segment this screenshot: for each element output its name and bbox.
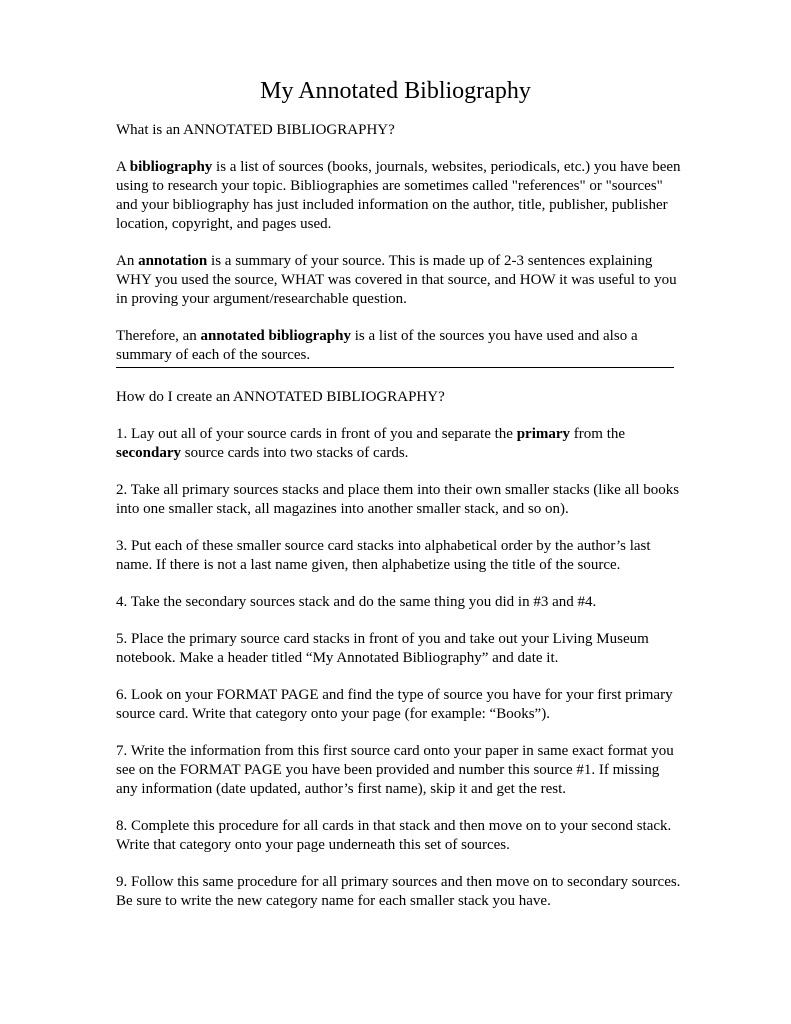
text-run: An [116,253,139,269]
step-1 [116,425,684,463]
step-3: 3. Put each of these smaller source card stacks into alphabetical order by the author’s last name. If there is not a last name given, then alphabetize using the title of the source. [116,538,651,573]
paragraph-annotation [116,252,684,309]
text-run: from the [570,426,626,442]
paragraph-bibliography [116,158,684,234]
text-run: A [116,159,130,175]
step-8: 8. Complete this procedure for all cards in that stack and then move on to your second stack. Write that category onto your page underneath this set of sources. [116,818,672,853]
step-6: 6. Look on your FORMAT PAGE and find the type of source you have for your first primary source card. Write that category onto your page (for example: “Books”). [116,687,673,722]
step-7: 7. Write the information from this first source card onto your paper in same exact format you see on the FORMAT PAGE you have been provided and number this source #1. If missing any information (date updated, author’s first name), skip it and get the rest. [116,743,674,797]
text-run: is a summary of your source. This is made up of 2-3 sentences explaining WHY you used the source, WHAT was covered in that source, and HOW it was useful to you in proving your argument/researchable question. [116,253,677,307]
text-run: 1. Lay out all of your source cards in front of you and separate the [116,426,517,442]
section-heading-what: What is an ANNOTATED BIBLIOGRAPHY? [116,122,395,138]
page-title: My Annotated Bibliography [260,78,531,104]
text-run: is a list of the sources you have used and also a summary of each of the sources. [116,328,638,363]
step-4: 4. Take the secondary sources stack and do the same thing you did in #3 and #4. [116,594,597,610]
document-body [116,121,684,929]
paragraph-therefore [116,327,684,365]
text-run: Therefore, an [116,328,201,344]
step-9: 9. Follow this same procedure for all primary sources and then move on to secondary sources. Be sure to write the new category name for each smaller stack you have. [116,874,681,909]
text-run: source cards into two stacks of cards. [181,445,409,461]
section-heading-how: How do I create an ANNOTATED BIBLIOGRAPHY? [116,389,445,405]
step-5: 5. Place the primary source card stacks in front of you and take out your Living Museum notebook. Make a header titled “My Annotated Bibliography” and date it. [116,631,649,666]
step-2: 2. Take all primary sources stacks and place them into their own smaller stacks (like all books into one smaller stack, all magazines into another smaller stack, and so on). [116,482,680,517]
divider-line [116,367,674,368]
term-annotation: annotation [138,253,208,269]
term-annotated-bibliography: annotated bibliography [200,328,351,344]
text-run: is a list of sources (books, journals, websites, periodicals, etc.) you have been using to research your topic. Bibliographies are sometimes called "references" or "sources" and your bibliography has just included information on the author, title, publisher, publisher location, copyright, and pages used. [116,159,681,232]
term-bibliography: bibliography [129,159,213,175]
term-primary: primary [516,426,571,442]
term-secondary: secondary [116,445,181,461]
